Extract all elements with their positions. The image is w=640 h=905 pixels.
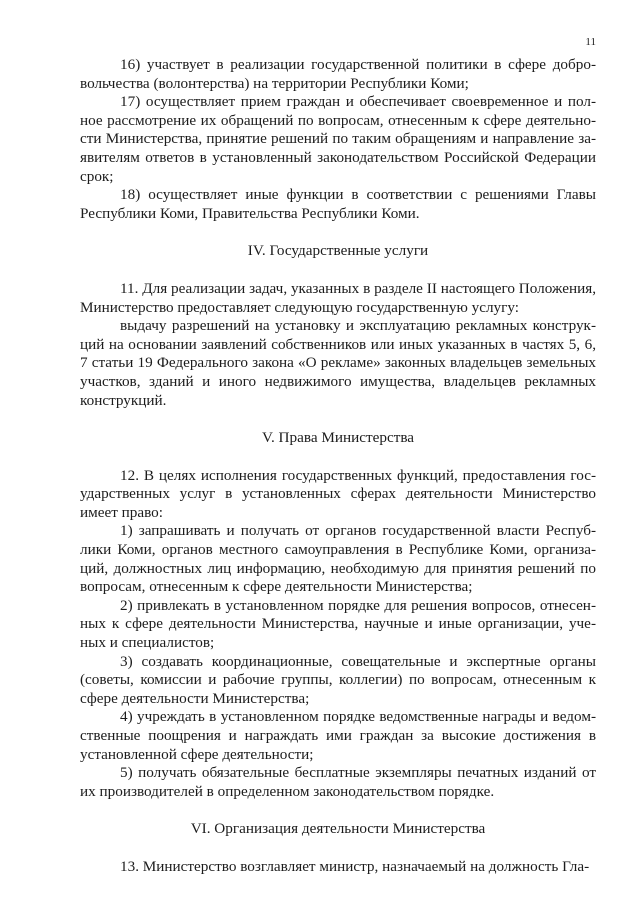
paragraph-12: 12. В целях исполнения государственных функций, предоставления государственных услуг в установленных сферах деятельности Министерство имеет право: <box>80 466 596 521</box>
right-1: 1) запрашивать и получать от органов государственной власти Республики Коми, органов местного самоуправления в Республике Коми, организаций, должностных лиц информацию, необходимую для принятия решений по вопросам, отнесенным к сфере деятельности Министерства; <box>80 522 596 596</box>
right-5: 5) получать обязательные бесплатные экземпляры печатных изданий от их производителей в определенном законодательством порядке. <box>80 764 596 800</box>
right-3: 3) создавать координационные, совещательные и экспертные органы (советы, комиссии и рабочие группы, коллегии) по вопросам, отнесенным к сфере деятельности Министерства; <box>80 652 596 707</box>
paragraph-13: 13. Министерство возглавляет министр, назначаемый на должность Гла- <box>120 857 590 875</box>
right-4: 4) учреждать в установленном порядке ведомственные награды и ведомственные поощрения и награждать ими граждан за высокие достижения в установленной сфере деятельности; <box>80 708 596 763</box>
page-number: 11 <box>585 36 596 48</box>
document-body <box>80 56 596 877</box>
item-17: 17) осуществляет прием граждан и обеспечивает своевременное и полное рассмотрение их обращений по вопросам, отнесенным к сфере деятельности Министерства, принятие решений по таким обращениям и направление заявителям ответов в установленный законодательством Российской Федерации срок; <box>80 93 596 185</box>
paragraph-11-service: выдачу разрешений на установку и эксплуатацию рекламных конструкций на основании заявлений собственников или иных указанных в частях 5, 6, 7 статьи 19 Федерального закона «О рекламе» законных владельцев земельных участков, зданий и иного недвижимого имущества, владельцев рекламных конструкций. <box>80 317 596 409</box>
section-heading-v: V. Права Министерства <box>261 429 415 447</box>
item-16: 16) участвует в реализации государственной политики в сфере добровольчества (волонтерства) на территории Республики Коми; <box>80 56 596 92</box>
paragraph-11: 11. Для реализации задач, указанных в разделе II настоящего Положения, Министерство предоставляет следующую государственную услугу: <box>80 279 596 316</box>
section-heading-iv: IV. Государственные услуги <box>247 242 429 260</box>
section-heading-vi: VI. Организация деятельности Министерства <box>190 820 486 838</box>
right-2: 2) привлекать в установленном порядке для решения вопросов, отнесенных к сфере деятельности Министерства, научные и иные организации, ученых и специалистов; <box>80 596 596 652</box>
item-18: 18) осуществляет иные функции в соответствии с решениями Главы Республики Коми, Правительства Республики Коми. <box>80 186 596 222</box>
